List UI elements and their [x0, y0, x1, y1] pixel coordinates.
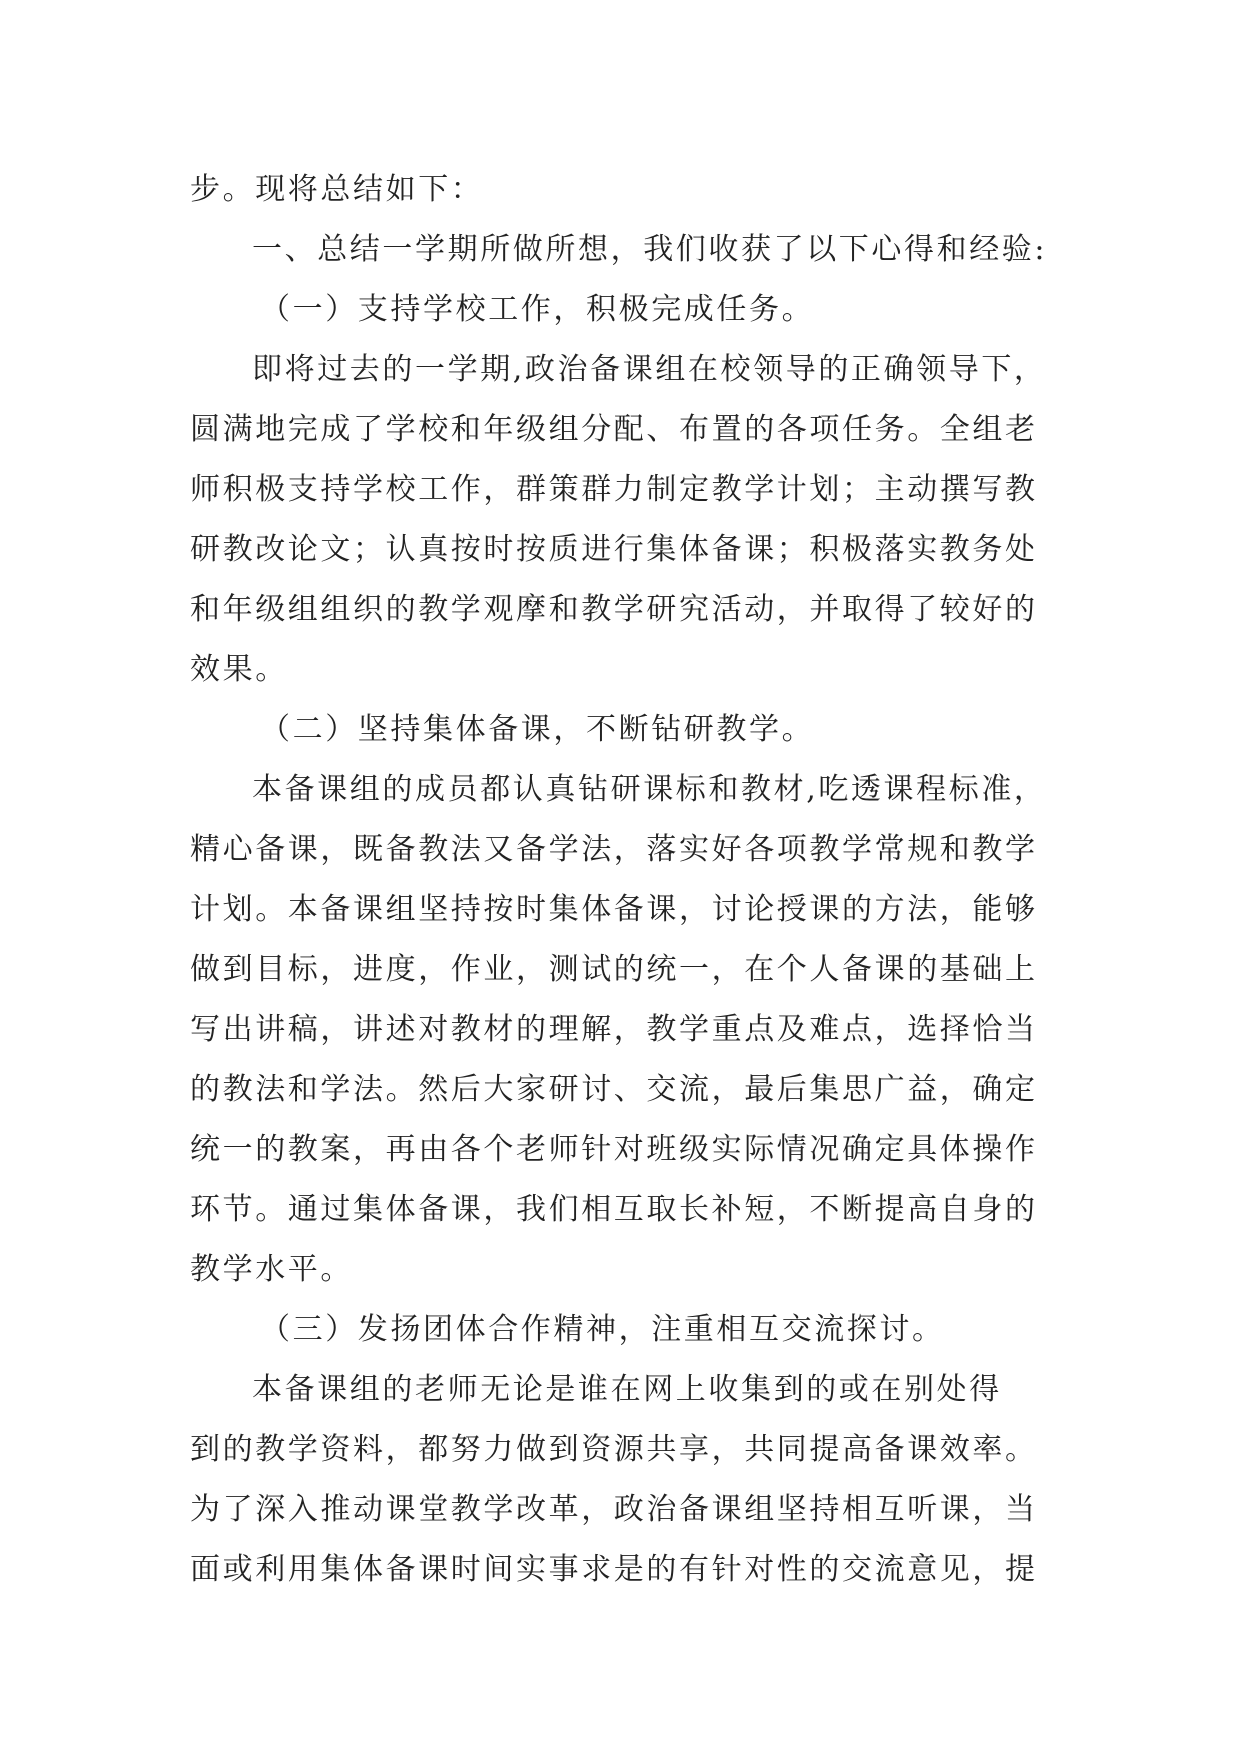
paragraph-line: 师积极支持学校工作，群策群力制定教学计划；主动撰写教 [190, 472, 1038, 507]
paragraph-line: 教学水平。 [190, 1252, 353, 1287]
document-body [190, 160, 1050, 1600]
subsection-heading: （二）坚持集体备课，不断钻研教学。 [260, 712, 815, 747]
paragraph-line: 为了深入推动课堂教学改革，政治备课组坚持相互听课，当 [190, 1492, 1038, 1527]
paragraph-line: 做到目标，进度，作业，测试的统一，在个人备课的基础上 [190, 952, 1038, 987]
paragraph-line: 面或利用集体备课时间实事求是的有针对性的交流意见，提 [190, 1552, 1038, 1587]
text-line: 步。现将总结如下： [190, 172, 484, 207]
section-heading: 一、总结一学期所做所想，我们收获了以下心得和经验: [252, 232, 1048, 267]
subsection-heading: （三）发扬团体合作精神，注重相互交流探讨。 [260, 1312, 945, 1347]
paragraph-line: 到的教学资料，都努力做到资源共享，共同提高备课效率。 [190, 1432, 1038, 1467]
paragraph-line: 效果。 [190, 652, 288, 687]
paragraph-line: 统一的教案，再由各个老师针对班级实际情况确定具体操作 [190, 1132, 1038, 1167]
subsection-heading: （一）支持学校工作，积极完成任务。 [260, 292, 815, 327]
paragraph-line: 研教改论文；认真按时按质进行集体备课；积极落实教务处 [190, 532, 1038, 567]
paragraph-line: 即将过去的一学期,政治备课组在校领导的正确领导下， [252, 352, 1047, 387]
paragraph-line: 和年级组组织的教学观摩和教学研究活动，并取得了较好的 [190, 592, 1038, 627]
paragraph-line: 计划。本备课组坚持按时集体备课，讨论授课的方法，能够 [190, 892, 1038, 927]
paragraph-line: 本备课组的成员都认真钻研课标和教材,吃透课程标准， [252, 772, 1047, 807]
paragraph-line: 精心备课，既备教法又备学法，落实好各项教学常规和教学 [190, 832, 1038, 867]
paragraph-line: 写出讲稿，讲述对教材的理解，教学重点及难点，选择恰当 [190, 1012, 1038, 1047]
paragraph-line: 环节。通过集体备课，我们相互取长补短，不断提高自身的 [190, 1192, 1038, 1227]
paragraph-line: 的教法和学法。然后大家研讨、交流，最后集思广益，确定 [190, 1072, 1038, 1107]
paragraph-line: 本备课组的老师无论是谁在网上收集到的或在别处得 [252, 1372, 1002, 1407]
paragraph-line: 圆满地完成了学校和年级组分配、布置的各项任务。全组老 [190, 412, 1038, 447]
